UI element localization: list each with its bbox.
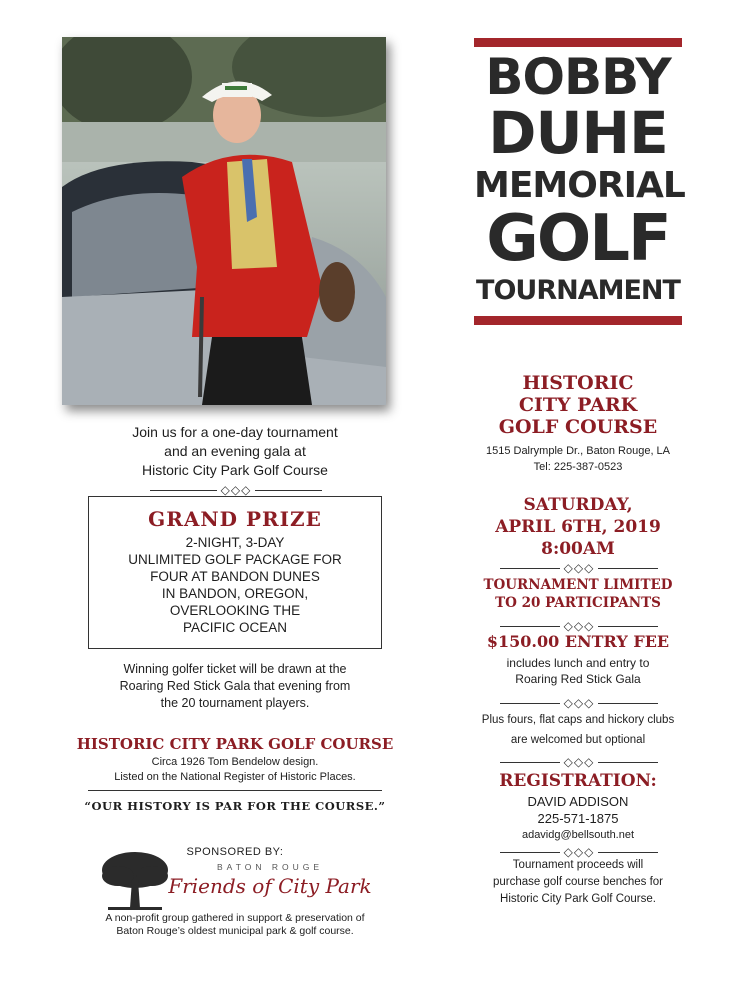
course-quote: “OUR HISTORY IS PAR FOR THE COURSE.” [84,799,386,813]
fee-line-1: includes lunch and entry to [506,656,650,670]
prize-heading: GRAND PRIZE [148,507,322,531]
prize-line: 2-NIGHT, 3-DAY [185,535,285,550]
intro-line-2: and an evening gala at [164,443,306,459]
grand-prize-box [88,496,382,649]
tree-logo-icon [100,850,170,912]
limit-line-1: TOURNAMENT LIMITED [483,577,673,593]
course-line-1: Circa 1926 Tom Bendelow design. [151,756,319,768]
registration-contact [458,793,698,844]
intro-line-3: Historic City Park Golf Course [142,462,328,478]
title-line-4: GOLF [486,202,670,276]
title-line-5: TOURNAMENT [476,275,680,306]
fee-line-2: Roaring Red Stick Gala [515,672,641,686]
prize-line: FOUR AT BANDON DUNES [150,569,320,584]
title-line-1: BOBBY [485,48,671,106]
intro-text [88,423,382,480]
attire-line-1: Plus fours, flat caps and hickory clubs [481,714,675,726]
ornament-divider-6: ◇◇◇ [500,845,658,859]
limit-line-2: TO 20 PARTICIPANTS [495,595,661,611]
drawing-line-3: the 20 tournament players. [160,696,310,710]
registration-phone: 225-571-1875 [537,811,619,826]
drawing-line-1: Winning golfer ticket will be drawn at the [123,662,347,676]
prize-line: PACIFIC OCEAN [182,620,287,635]
date-line-3: 8:00AM [541,539,615,559]
proceeds-line-2: purchase golf course benches for [492,876,664,888]
venue-address: 1515 Dalrymple Dr., Baton Rouge, LA [485,445,671,457]
proceeds-note [458,857,698,908]
event-date [458,494,698,560]
proceeds-line-1: Tournament proceeds will [512,859,644,871]
entry-fee: $150.00 ENTRY FEE [486,632,670,651]
participant-limit [458,576,698,612]
ornament-divider-5: ◇◇◇ [500,755,658,769]
attire-note [458,710,698,750]
registration-email: adavidg@bellsouth.net [521,829,635,841]
ornament-divider-2: ◇◇◇ [500,561,658,575]
sponsor-label: SPONSORED BY: [186,846,284,858]
course-line-2: Listed on the National Register of Historic Places. [114,771,356,783]
registration-name: DAVID ADDISON [527,794,629,809]
title-top-bar [474,38,682,47]
venue-line-1: HISTORIC [522,372,634,394]
drawing-line-2: Roaring Red Stick Gala that evening from [119,679,351,693]
course-divider [88,790,382,791]
entry-fee-details [458,655,698,687]
venue-phone: Tel: 225-387-0523 [533,461,623,473]
venue-line-3: GOLF COURSE [498,416,658,438]
golfer-photo [62,37,386,405]
sponsor-org-top: BATON ROUGE [216,862,324,872]
attire-line-2: are welcomed but optional [510,734,646,746]
sponsor-desc-1: A non-profit group gathered in support & preservation of [105,912,365,924]
ornament-divider-4: ◇◇◇ [500,696,658,710]
title-bottom-bar [474,316,682,325]
sponsor-description [70,912,400,938]
venue-name [458,372,698,438]
date-line-1: SATURDAY, [523,495,633,515]
venue-contact [458,443,698,475]
intro-line-1: Join us for a one-day tournament [132,424,338,440]
registration-heading: REGISTRATION: [499,771,657,791]
drawing-text [88,661,382,712]
proceeds-line-3: Historic City Park Golf Course. [500,893,656,905]
prize-line: IN BANDON, OREGON, [161,586,309,601]
ornament-divider-3: ◇◇◇ [500,619,658,633]
title-line-3: MEMORIAL [474,165,685,206]
course-heading: HISTORIC CITY PARK GOLF COURSE [76,735,394,753]
title-line-2: DUHE [488,99,668,167]
ornament-divider-1: ◇◇◇ [150,483,322,497]
prize-line: UNLIMITED GOLF PACKAGE FOR [128,552,342,567]
course-details [60,755,410,785]
sponsor-desc-2: Baton Rouge’s oldest municipal park & golf course. [116,925,354,937]
venue-line-2: CITY PARK [518,394,638,416]
date-line-2: APRIL 6TH, 2019 [495,517,661,537]
prize-line: OVERLOOKING THE [169,603,301,618]
sponsor-org-name: Friends of City Park [168,874,372,898]
